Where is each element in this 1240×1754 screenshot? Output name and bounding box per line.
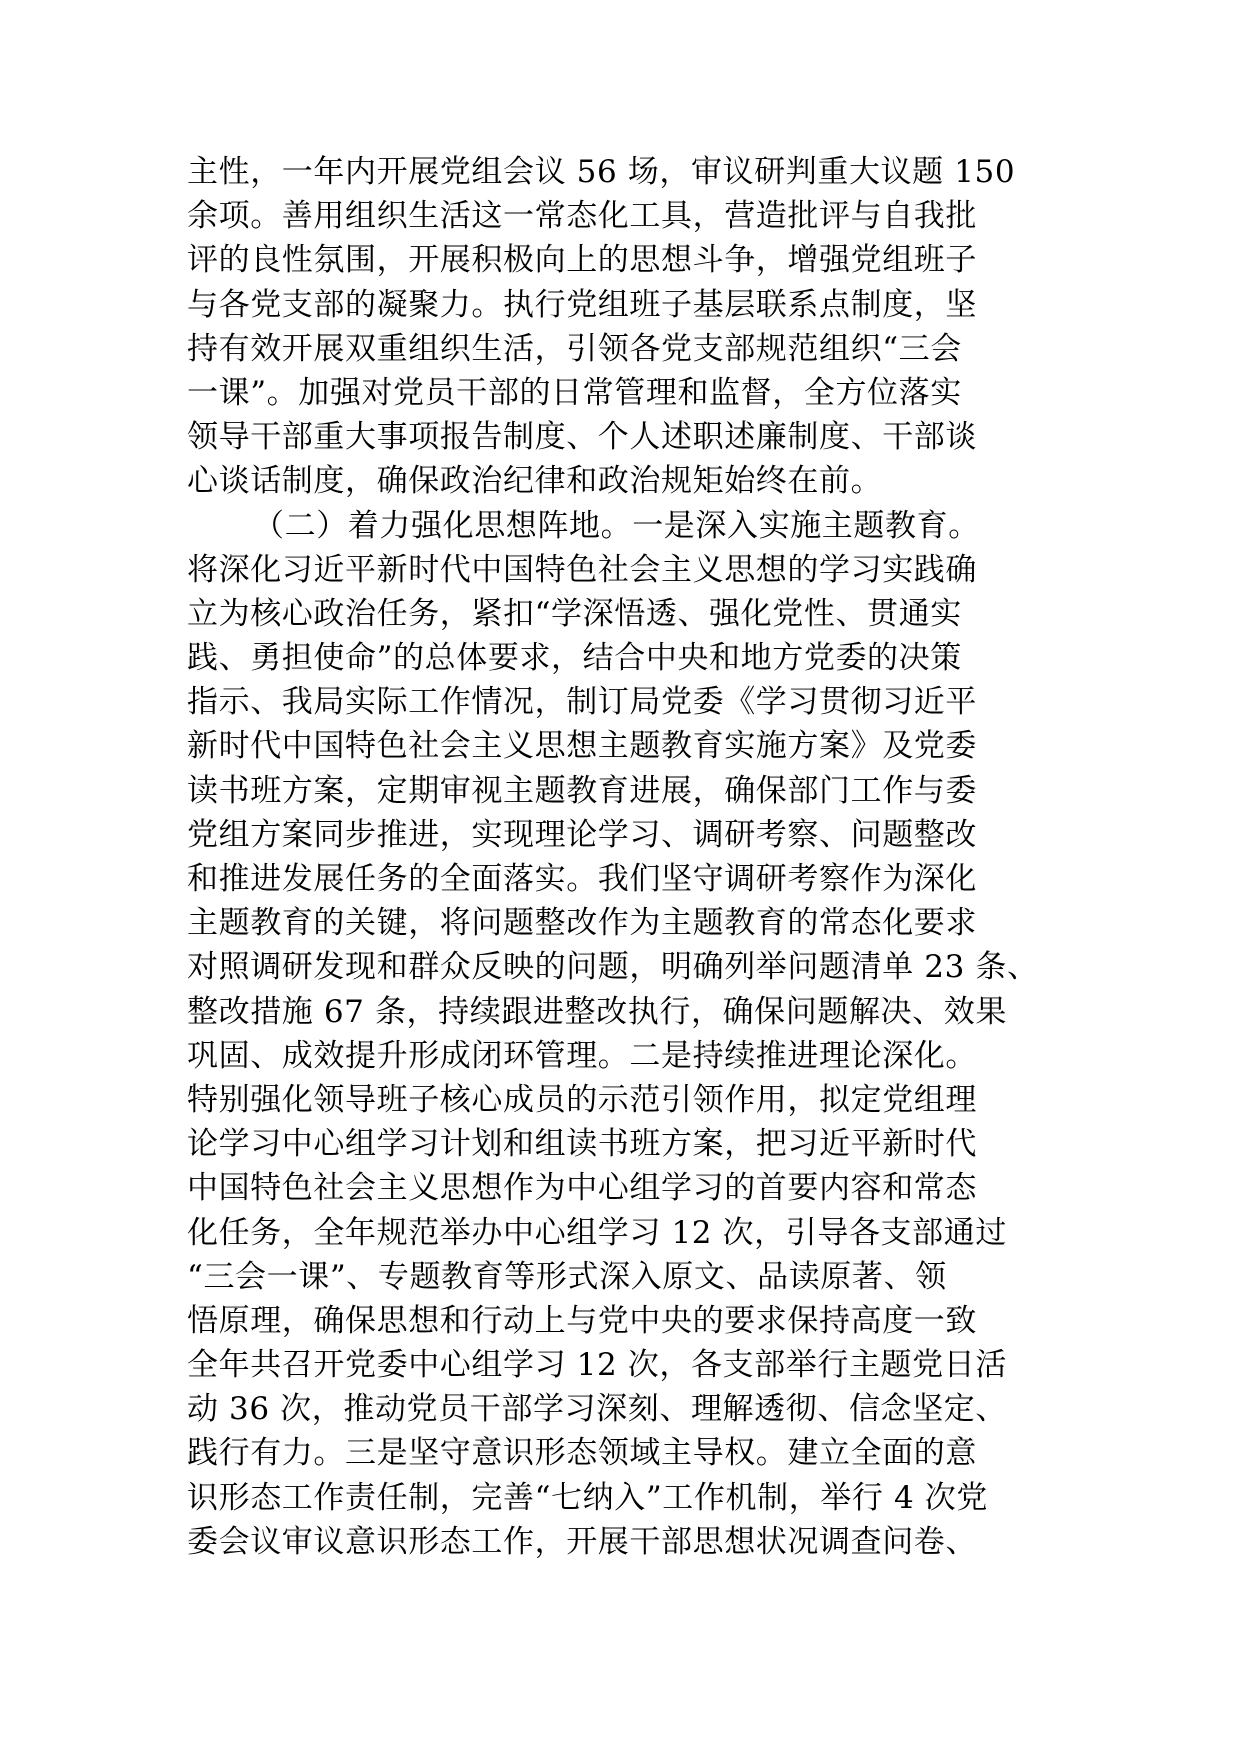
- text-line: 特别强化领导班子核心成员的示范引领作用，拟定党组理: [187, 1081, 977, 1118]
- text-line: 立为核心政治任务，紧扣“学深悟透、强化党性、贯通实: [187, 595, 962, 632]
- text-line: 余项。善用组织生活这一常态化工具，营造批评与自我批: [187, 198, 977, 235]
- text-line: 党组方案同步推进，实现理论学习、调研考察、问题整改: [187, 816, 977, 853]
- body-text: [187, 150, 1067, 1564]
- text-line: 与各党支部的凝聚力。执行党组班子基层联系点制度，坚: [187, 286, 977, 323]
- text-line: 践、勇担使命”的总体要求，结合中央和地方党委的决策: [187, 640, 962, 677]
- text-line: 将深化习近平新时代中国特色社会主义思想的学习实践确: [187, 551, 977, 588]
- section-heading-line: （二）着力强化思想阵地。一是深入实施主题教育。: [253, 507, 980, 544]
- text-line: 主题教育的关键，将问题整改作为主题教育的常态化要求: [187, 905, 977, 942]
- text-line: 整改措施 67 条，持续跟进整改执行，确保问题解决、效果: [187, 993, 1007, 1030]
- text-line: 新时代中国特色社会主义思想主题教育实施方案》及党委: [187, 728, 977, 765]
- text-line: 读书班方案，定期审视主题教育进展，确保部门工作与委: [187, 772, 977, 809]
- text-line: 动 36 次，推动党员干部学习深刻、理解透彻、信念坚定、: [187, 1391, 1007, 1428]
- text-line: 指示、我局实际工作情况，制订局党委《学习贯彻习近平: [187, 684, 977, 721]
- text-line: 化任务，全年规范举办中心组学习 12 次，引导各支部通过: [187, 1214, 1007, 1251]
- text-line: 持有效开展双重组织生活，引领各党支部规范组织“三会: [187, 330, 962, 367]
- text-line: 论学习中心组学习计划和组读书班方案，把习近平新时代: [187, 1126, 977, 1163]
- text-line: 悟原理，确保思想和行动上与党中央的要求保持高度一致: [187, 1302, 977, 1339]
- text-line: 心谈话制度，确保政治纪律和政治规矩始终在前。: [187, 463, 883, 500]
- text-line: 践行有力。三是坚守意识形态领域主导权。建立全面的意: [187, 1435, 977, 1472]
- text-line: 对照调研发现和群众反映的问题，明确列举问题清单 23 条、: [187, 949, 1039, 986]
- text-line: 领导干部重大事项报告制度、个人述职述廉制度、干部谈: [187, 419, 977, 456]
- text-line: 全年共召开党委中心组学习 12 次，各支部举行主题党日活: [187, 1347, 1007, 1384]
- text-line: 委会议审议意识形态工作，开展干部思想状况调查问卷、: [187, 1523, 977, 1560]
- text-line: 和推进发展任务的全面落实。我们坚守调研考察作为深化: [187, 861, 977, 897]
- text-line: 评的良性氛围，开展积极向上的思想斗争，增强党组班子: [187, 242, 977, 279]
- text-line: 主性，一年内开展党组会议 56 场，审议研判重大议题 150: [187, 154, 1016, 190]
- text-line: 识形态工作责任制，完善“七纳入”工作机制，举行 4 次党: [187, 1479, 988, 1516]
- text-line: 中国特色社会主义思想作为中心组学习的首要内容和常态: [187, 1170, 977, 1207]
- text-line: 巩固、成效提升形成闭环管理。二是持续推进理论深化。: [187, 1037, 977, 1074]
- text-line: 一课”。加强对党员干部的日常管理和监督，全方位落实: [187, 374, 962, 411]
- text-line: “三会一课”、专题教育等形式深入原文、品读原著、领: [187, 1258, 947, 1295]
